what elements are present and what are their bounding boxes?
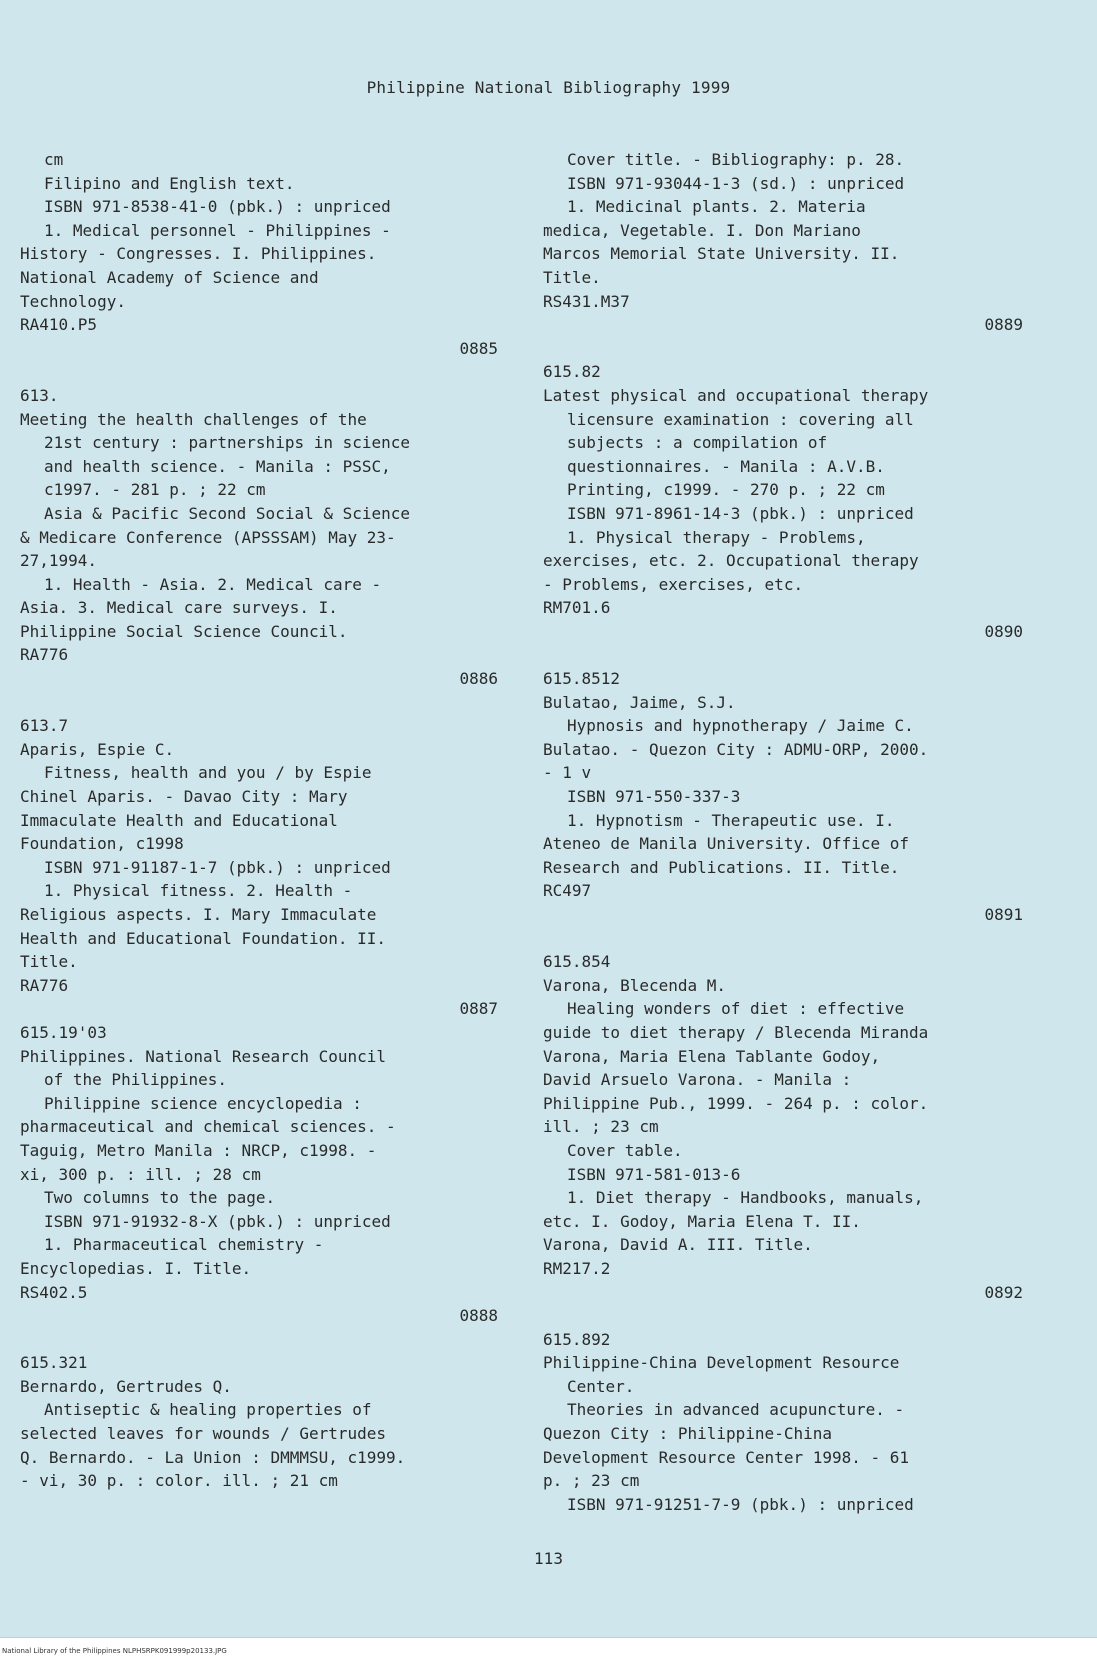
- text-line: 615.19'03: [20, 1022, 107, 1042]
- text-line: & Medicare Conference (APSSSAM) May 23-: [20, 527, 396, 547]
- text-line: Technology.: [20, 291, 126, 311]
- entry-number: 0890: [984, 621, 1023, 641]
- text-line: ISBN 971-91187-1-7 (pbk.) : unpriced: [44, 857, 391, 877]
- text-line: ISBN 971-91932-8-X (pbk.) : unpriced: [44, 1211, 391, 1231]
- text-line: Latest physical and occupational therapy: [543, 385, 929, 405]
- text-line: 615.321: [20, 1353, 88, 1373]
- text-line: Printing, c1999. - 270 p. ; 22 cm: [567, 480, 885, 500]
- text-line: Varona, Blecenda M.: [543, 975, 727, 995]
- text-line: - Problems, exercises, etc.: [543, 574, 804, 594]
- text-line: Cover title. - Bibliography: p. 28.: [567, 150, 905, 169]
- text-line: Development Resource Center 1998. - 61: [543, 1447, 910, 1467]
- left-column: [20, 148, 498, 1493]
- text-line: etc. I. Godoy, Maria Elena T. II.: [543, 1211, 861, 1231]
- text-line: Immaculate Health and Educational: [20, 810, 338, 830]
- text-line: Research and Publications. II. Title.: [543, 857, 900, 877]
- text-line: David Arsuelo Varona. - Manila :: [543, 1070, 852, 1090]
- text-line: 1. Physical therapy - Problems,: [567, 527, 866, 547]
- text-line: 1. Pharmaceutical chemistry -: [44, 1235, 324, 1255]
- text-line: selected leaves for wounds / Gertrudes: [20, 1424, 387, 1444]
- text-line: Healing wonders of diet : effective: [567, 999, 905, 1019]
- text-line: Taguig, Metro Manila : NRCP, c1998. -: [20, 1140, 377, 1160]
- text-line: 1. Diet therapy - Handbooks, manuals,: [567, 1188, 924, 1208]
- text-line: Philippines. National Research Council: [20, 1046, 387, 1066]
- text-line: medica, Vegetable. I. Don Mariano: [543, 220, 861, 240]
- entry-number: 0891: [984, 905, 1023, 924]
- line-spacer: [543, 1304, 1023, 1328]
- text-line: subjects : a compilation of: [567, 433, 828, 453]
- line-spacer: [543, 643, 1023, 667]
- text-line: ISBN 971-8961-14-3 (pbk.) : unpriced: [567, 503, 914, 523]
- text-line: Philippine Social Science Council.: [20, 621, 348, 641]
- text-line: cm: [44, 150, 64, 169]
- text-line: Varona, David A. III. Title.: [543, 1235, 813, 1255]
- text-line: c1997. - 281 p. ; 22 cm: [44, 480, 266, 500]
- text-line: p. ; 23 cm: [543, 1471, 640, 1491]
- text-line: Asia & Pacific Second Social & Science: [44, 503, 411, 523]
- text-line: RA410.P5: [20, 315, 98, 335]
- text-line: ISBN 971-581-013-6: [567, 1164, 741, 1184]
- text-line: ISBN 971-93044-1-3 (sd.) : unpriced: [567, 173, 905, 193]
- text-line: xi, 300 p. : ill. ; 28 cm: [20, 1164, 261, 1184]
- text-line: Ateneo de Manila University. Office of: [543, 834, 910, 854]
- text-line: Foundation, c1998: [20, 834, 184, 854]
- line-spacer: [20, 691, 498, 715]
- entry-number: 0885: [459, 338, 498, 358]
- text-line: RA776: [20, 975, 69, 995]
- text-line: Philippine-China Development Resource: [543, 1353, 900, 1373]
- text-line: Cover table.: [567, 1140, 683, 1160]
- text-line: Bulatao, Jaime, S.J.: [543, 692, 736, 712]
- text-line: Health and Educational Foundation. II.: [20, 928, 387, 948]
- text-line: Bulatao. - Quezon City : ADMU-ORP, 2000.: [543, 739, 929, 759]
- text-line: Philippine science encyclopedia :: [44, 1093, 362, 1113]
- footer-credit: National Library of the Philippines NLPHSRPK091999p20133.JPG: [2, 1647, 227, 1655]
- text-line: exercises, etc. 2. Occupational therapy: [543, 551, 919, 571]
- text-line: 1. Medical personnel - Philippines -: [44, 220, 391, 240]
- page-header: Philippine National Bibliography 1999: [366, 78, 731, 97]
- line-spacer: [543, 337, 1023, 361]
- text-line: Religious aspects. I. Mary Immaculate: [20, 905, 377, 924]
- text-line: 615.8512: [543, 669, 621, 689]
- text-line: RS431.M37: [543, 291, 630, 311]
- text-line: 1. Hypnotism - Therapeutic use. I.: [567, 810, 895, 830]
- text-line: Antiseptic & healing properties of: [44, 1400, 372, 1420]
- text-line: Encyclopedias. I. Title.: [20, 1258, 252, 1278]
- text-line: RC497: [543, 881, 592, 901]
- line-spacer: [543, 927, 1023, 951]
- text-line: 615.854: [543, 952, 611, 972]
- text-line: Philippine Pub., 1999. - 264 p. : color.: [543, 1093, 929, 1113]
- text-line: Two columns to the page.: [44, 1188, 276, 1208]
- text-line: 613.: [20, 385, 59, 405]
- text-line: ill. ; 23 cm: [543, 1117, 659, 1137]
- text-line: Hypnosis and hypnotherapy / Jaime C.: [567, 716, 914, 736]
- text-line: questionnaires. - Manila : A.V.B.: [567, 456, 885, 476]
- text-line: Q. Bernardo. - La Union : DMMMSU, c1999.: [20, 1447, 406, 1467]
- entry-number: 0892: [984, 1282, 1023, 1302]
- text-line: Chinel Aparis. - Davao City : Mary: [20, 787, 348, 807]
- text-line: Meeting the health challenges of the: [20, 409, 367, 429]
- text-line: RM701.6: [543, 598, 611, 618]
- text-line: Fitness, health and you / by Espie: [44, 763, 372, 783]
- text-line: History - Congresses. I. Philippines.: [20, 244, 377, 264]
- text-line: ISBN 971-8538-41-0 (pbk.) : unpriced: [44, 197, 391, 217]
- text-line: RS402.5: [20, 1282, 88, 1302]
- text-line: Center.: [567, 1376, 635, 1396]
- entry-number: 0889: [984, 315, 1023, 335]
- text-line: pharmaceutical and chemical sciences. -: [20, 1117, 396, 1137]
- line-spacer: [20, 360, 498, 384]
- text-line: Varona, Maria Elena Tablante Godoy,: [543, 1046, 881, 1066]
- text-line: ISBN 971-91251-7-9 (pbk.) : unpriced: [567, 1494, 914, 1514]
- text-line: Marcos Memorial State University. II.: [543, 244, 900, 264]
- text-line: 1. Medicinal plants. 2. Materia: [567, 197, 866, 217]
- text-line: - vi, 30 p. : color. ill. ; 21 cm: [20, 1471, 338, 1491]
- line-spacer: [20, 1328, 498, 1352]
- text-line: National Academy of Science and: [20, 267, 319, 287]
- text-line: 615.82: [543, 362, 601, 382]
- text-line: 27,1994.: [20, 551, 98, 571]
- text-line: Theories in advanced acupuncture. -: [567, 1400, 905, 1420]
- page-number: 113: [534, 1549, 563, 1568]
- text-line: of the Philippines.: [44, 1070, 228, 1090]
- text-line: - 1 v: [543, 763, 592, 783]
- text-line: Bernardo, Gertrudes Q.: [20, 1376, 232, 1396]
- text-line: guide to diet therapy / Blecenda Miranda: [543, 1022, 929, 1042]
- text-line: ISBN 971-550-337-3: [567, 787, 741, 807]
- text-line: Quezon City : Philippine-China: [543, 1424, 832, 1444]
- text-line: Asia. 3. Medical care surveys. I.: [20, 598, 338, 618]
- text-line: 21st century : partnerships in science: [44, 433, 411, 453]
- text-line: RM217.2: [543, 1258, 611, 1278]
- entry-number: 0888: [459, 1306, 498, 1326]
- text-line: Aparis, Espie C.: [20, 739, 175, 759]
- text-line: 615.892: [543, 1329, 611, 1349]
- text-line: Title.: [543, 267, 601, 287]
- text-line: licensure examination : covering all: [567, 409, 914, 429]
- text-line: 1. Physical fitness. 2. Health -: [44, 881, 353, 901]
- text-line: 1. Health - Asia. 2. Medical care -: [44, 574, 382, 594]
- entry-number: 0886: [459, 669, 498, 689]
- text-line: Title.: [20, 952, 78, 972]
- footer-strip: [0, 1637, 1097, 1658]
- text-line: and health science. - Manila : PSSC,: [44, 456, 391, 476]
- text-line: Filipino and English text.: [44, 173, 295, 193]
- text-line: RA776: [20, 645, 69, 665]
- entry-number: 0887: [459, 999, 498, 1019]
- right-column: [543, 148, 1023, 1516]
- text-line: 613.7: [20, 716, 69, 736]
